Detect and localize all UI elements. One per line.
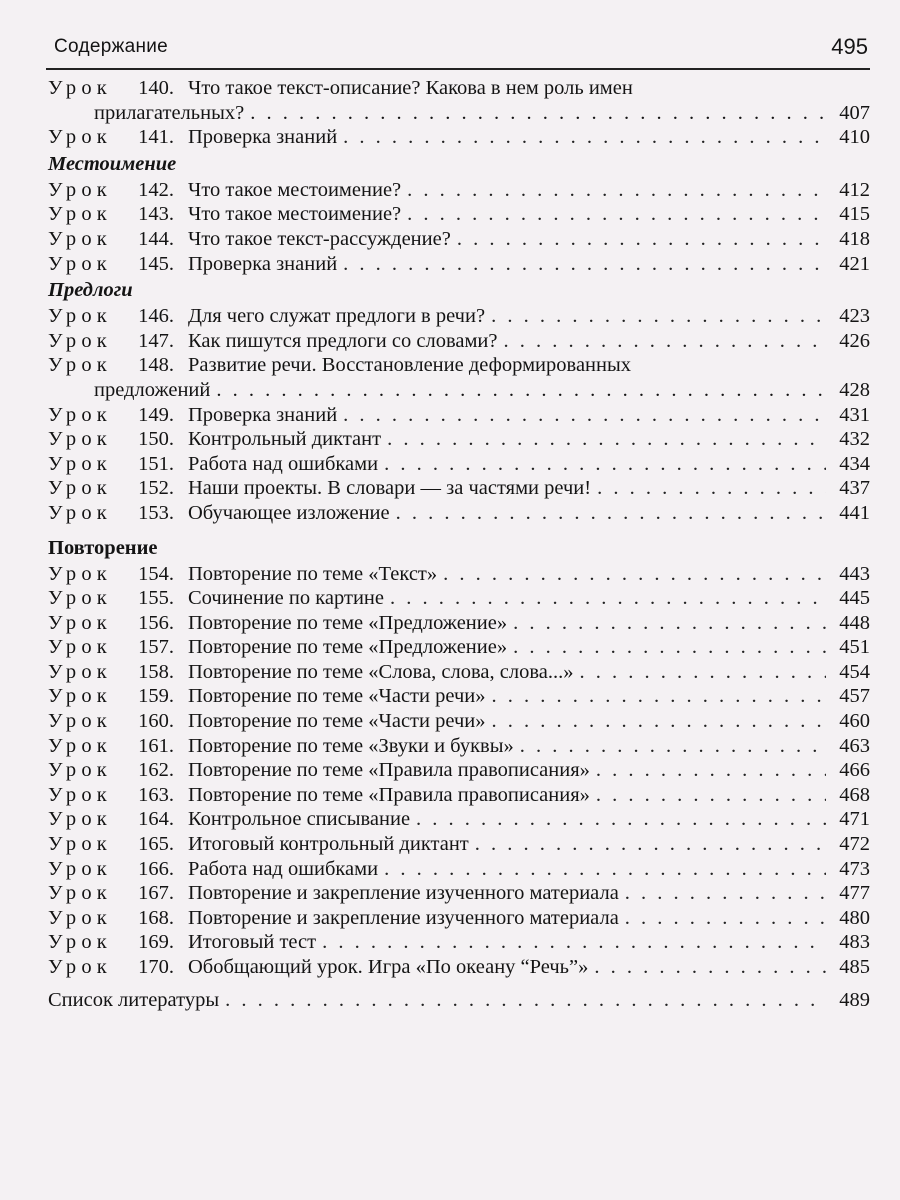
lesson-page: 407 [839, 101, 870, 124]
toc-entry[interactable] [48, 202, 870, 227]
lesson-title: Повторение по теме «Правила правописания» [188, 783, 590, 806]
lesson-title-continued: прилагательных? [94, 101, 245, 124]
toc-entry[interactable] [48, 635, 870, 660]
lesson-label: Урок [48, 252, 112, 275]
lesson-label: Урок [48, 857, 112, 880]
lesson-label: Урок [48, 734, 112, 757]
leader-dots [390, 586, 826, 611]
lesson-label: Урок [48, 203, 112, 226]
leader-dots [407, 178, 826, 203]
lesson-number: 153. [138, 501, 174, 524]
lesson-number: 146. [138, 305, 174, 328]
lesson-title: Обобщающий урок. Игра «По океану “Речь”» [188, 956, 589, 978]
toc-entry[interactable] [48, 611, 870, 636]
leader-dots [597, 476, 826, 501]
toc-entry[interactable] [48, 734, 870, 759]
lesson-label: Урок [48, 636, 112, 659]
lesson-title: Проверка знаний [188, 403, 338, 426]
leader-dots [580, 660, 827, 685]
lesson-number: 162. [138, 759, 174, 782]
lesson-page: 454 [839, 660, 870, 683]
lesson-page: 441 [839, 501, 870, 524]
lesson-title: Повторение по теме «Текст» [188, 562, 438, 585]
leader-dots [407, 202, 826, 227]
toc-entry[interactable] [48, 832, 870, 857]
lesson-label: Урок [48, 931, 112, 954]
lesson-number: 155. [138, 587, 174, 610]
toc-entry[interactable] [48, 403, 870, 428]
lesson-page: 428 [839, 378, 870, 401]
lesson-label: Урок [48, 660, 112, 683]
lesson-number: 152. [138, 477, 174, 500]
lesson-page: 472 [839, 833, 870, 856]
toc-entry[interactable] [48, 252, 870, 277]
table-of-contents [48, 76, 870, 1012]
lesson-page: 480 [839, 906, 870, 929]
leader-dots [475, 832, 826, 857]
lesson-title-continued: предложений [94, 378, 211, 401]
lesson-page: 445 [839, 587, 870, 610]
lesson-page: 421 [839, 252, 870, 275]
lesson-number: 145. [138, 252, 174, 275]
toc-entry[interactable] [48, 906, 870, 931]
lesson-page: 431 [839, 403, 870, 426]
lesson-page: 412 [839, 178, 870, 201]
lesson-number: 167. [138, 882, 174, 905]
lesson-number: 151. [138, 452, 174, 475]
lesson-title: Для чего служат предлоги в речи? [188, 305, 486, 328]
lesson-title: Повторение по теме «Предложение» [188, 611, 508, 634]
lesson-title: Что такое местоимение? [188, 203, 402, 226]
leader-dots [343, 252, 826, 277]
leader-dots [596, 758, 826, 783]
lesson-number: 170. [138, 956, 174, 978]
references-title: Список литературы [48, 988, 220, 1011]
toc-entry[interactable] [48, 586, 870, 611]
leader-dots [443, 562, 826, 587]
lesson-label: Урок [48, 428, 112, 451]
lesson-label: Урок [48, 808, 112, 831]
toc-entry[interactable] [48, 452, 870, 477]
lesson-page: 426 [839, 329, 870, 352]
lesson-label: Урок [48, 329, 112, 352]
lesson-label: Урок [48, 403, 112, 426]
lesson-title: Что такое текст-рассуждение? [188, 227, 451, 250]
toc-entry[interactable] [48, 227, 870, 252]
lesson-number: 147. [138, 329, 174, 352]
lesson-number: 164. [138, 808, 174, 831]
toc-entry[interactable] [48, 353, 870, 378]
header-title: Содержание [54, 36, 169, 57]
toc-entry[interactable] [48, 476, 870, 501]
lesson-number: 168. [138, 906, 174, 929]
lesson-title: Работа над ошибками [188, 857, 379, 880]
lesson-label: Урок [48, 452, 112, 475]
lesson-number: 160. [138, 710, 174, 733]
lesson-page: 460 [839, 710, 870, 733]
lesson-label: Урок [48, 227, 112, 250]
toc-entry[interactable] [48, 427, 870, 452]
section-heading: Повторение [48, 536, 158, 559]
section-heading: Местоимение [48, 152, 177, 175]
section-heading: Предлоги [48, 279, 133, 302]
lesson-page: 437 [839, 477, 870, 500]
leader-dots [343, 125, 826, 150]
toc-entry[interactable] [48, 930, 870, 955]
toc-entry[interactable] [48, 709, 870, 734]
lesson-page: 434 [839, 452, 870, 475]
lesson-title: Итоговый контрольный диктант [188, 833, 469, 856]
lesson-number: 163. [138, 783, 174, 806]
toc-entry-continuation [48, 378, 870, 403]
lesson-number: 143. [138, 203, 174, 226]
lesson-label: Урок [48, 305, 112, 328]
lesson-label: Урок [48, 906, 112, 929]
leader-dots [322, 930, 826, 955]
lesson-page: 483 [839, 931, 870, 954]
leader-dots [384, 857, 826, 882]
lesson-number: 158. [138, 660, 174, 683]
lesson-title: Наши проекты. В словари — за частями речи! [188, 477, 592, 500]
lesson-page: 468 [839, 783, 870, 806]
leader-dots [343, 403, 826, 428]
leader-dots [625, 881, 826, 906]
toc-entry[interactable] [48, 562, 870, 587]
leader-dots [513, 611, 826, 636]
lesson-title: Повторение и закрепление изученного материала [188, 882, 619, 905]
lesson-page: 466 [839, 759, 870, 782]
leader-dots [384, 452, 826, 477]
lesson-number: 141. [138, 126, 174, 149]
toc-entry[interactable] [48, 881, 870, 906]
lesson-label: Урок [48, 611, 112, 634]
leader-dots [225, 988, 826, 1013]
lesson-label: Урок [48, 710, 112, 733]
lesson-title: Проверка знаний [188, 252, 338, 275]
lesson-title: Что такое текст-описание? Какова в нем роль имен [188, 77, 633, 99]
lesson-page: 423 [839, 305, 870, 328]
toc-entry[interactable] [48, 329, 870, 354]
lesson-number: 149. [138, 403, 174, 426]
lesson-number: 150. [138, 428, 174, 451]
lesson-page: 432 [839, 428, 870, 451]
lesson-label: Урок [48, 178, 112, 201]
lesson-title: Проверка знаний [188, 126, 338, 149]
lesson-title: Итоговый тест [188, 931, 317, 954]
running-header [46, 32, 870, 70]
lesson-number: 140. [138, 77, 174, 99]
toc-entry-continuation [48, 101, 870, 126]
lesson-label: Урок [48, 685, 112, 708]
lesson-number: 157. [138, 636, 174, 659]
lesson-title: Повторение и закрепление изученного материала [188, 906, 619, 929]
toc-entry[interactable] [48, 684, 870, 709]
lesson-number: 144. [138, 227, 174, 250]
leader-dots [504, 329, 827, 354]
page-number: 495 [831, 34, 868, 59]
lesson-label: Урок [48, 759, 112, 782]
leader-dots [594, 955, 826, 980]
lesson-title: Контрольное списывание [188, 808, 411, 831]
lesson-title: Работа над ошибками [188, 452, 379, 475]
lesson-label: Урок [48, 783, 112, 806]
leader-dots [396, 501, 826, 526]
toc-entry[interactable] [48, 783, 870, 808]
leader-dots [520, 734, 826, 759]
lesson-label: Урок [48, 587, 112, 610]
lesson-label: Урок [48, 354, 112, 377]
lesson-number: 156. [138, 611, 174, 634]
leader-dots [250, 101, 826, 126]
lesson-label: Урок [48, 562, 112, 585]
lesson-page: 448 [839, 611, 870, 634]
lesson-page: 410 [839, 126, 870, 149]
lesson-title: Что такое местоимение? [188, 178, 402, 201]
toc-entry[interactable] [48, 857, 870, 882]
toc-entry[interactable] [48, 807, 870, 832]
leader-dots [513, 635, 826, 660]
toc-entry[interactable] [48, 76, 870, 101]
lesson-number: 161. [138, 734, 174, 757]
leader-dots [596, 783, 826, 808]
lesson-title: Повторение по теме «Звуки и буквы» [188, 734, 514, 757]
leader-dots [491, 684, 826, 709]
lesson-page: 457 [839, 685, 870, 708]
lesson-number: 166. [138, 857, 174, 880]
leader-dots [491, 304, 826, 329]
lesson-label: Урок [48, 77, 112, 99]
lesson-label: Урок [48, 882, 112, 905]
lesson-number: 142. [138, 178, 174, 201]
leader-dots [416, 807, 826, 832]
lesson-number: 159. [138, 685, 174, 708]
toc-entry[interactable] [48, 955, 870, 980]
lesson-title: Повторение по теме «Предложение» [188, 636, 508, 659]
lesson-page: 415 [839, 203, 870, 226]
toc-entry[interactable] [48, 660, 870, 685]
leader-dots [625, 906, 826, 931]
lesson-number: 165. [138, 833, 174, 856]
lesson-label: Урок [48, 126, 112, 149]
lesson-label: Урок [48, 501, 112, 524]
lesson-page: 451 [839, 636, 870, 659]
lesson-title: Повторение по теме «Правила правописания» [188, 759, 590, 782]
toc-entry[interactable] [48, 758, 870, 783]
references-page: 489 [839, 988, 870, 1011]
leader-dots [387, 427, 826, 452]
lesson-title: Повторение по теме «Слова, слова, слова...» [188, 660, 574, 683]
lesson-title: Повторение по теме «Части речи» [188, 710, 486, 733]
lesson-page: 418 [839, 227, 870, 250]
lesson-title: Повторение по теме «Части речи» [188, 685, 486, 708]
toc-entry[interactable] [48, 178, 870, 203]
lesson-title: Развитие речи. Восстановление деформированных [188, 354, 632, 377]
lesson-number: 148. [138, 354, 174, 377]
toc-entry[interactable] [48, 304, 870, 329]
leader-dots [457, 227, 826, 252]
lesson-page: 463 [839, 734, 870, 757]
lesson-page: 485 [839, 956, 870, 978]
leader-dots [216, 378, 826, 403]
toc-entry[interactable] [48, 125, 870, 150]
lesson-title: Обучающее изложение [188, 501, 390, 524]
leader-dots [491, 709, 826, 734]
lesson-page: 477 [839, 882, 870, 905]
lesson-label: Урок [48, 477, 112, 500]
lesson-page: 443 [839, 562, 870, 585]
lesson-title: Как пишутся предлоги со словами? [188, 329, 498, 352]
lesson-number: 154. [138, 562, 174, 585]
toc-entry-references[interactable] [48, 988, 870, 1013]
lesson-label: Урок [48, 833, 112, 856]
lesson-label: Урок [48, 956, 112, 978]
lesson-page: 473 [839, 857, 870, 880]
lesson-number: 169. [138, 931, 174, 954]
lesson-page: 471 [839, 808, 870, 831]
lesson-title: Контрольный диктант [188, 428, 382, 451]
toc-entry[interactable] [48, 501, 870, 526]
lesson-title: Сочинение по картине [188, 587, 384, 610]
